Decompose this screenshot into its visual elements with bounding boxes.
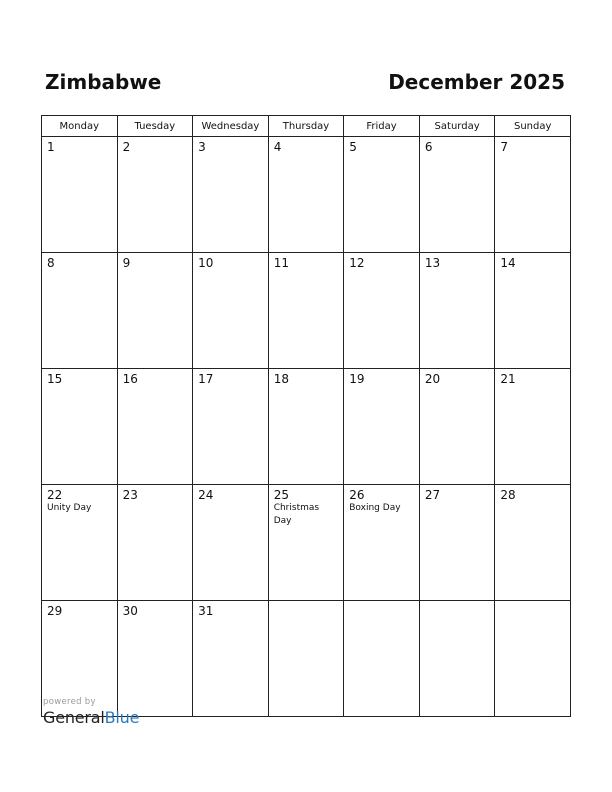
calendar-day-cell: [419, 253, 495, 369]
day-number: 16: [122, 372, 138, 386]
calendar-week-row: [42, 253, 571, 369]
calendar-day-cell: [193, 601, 269, 717]
calendar-day-cell: [344, 137, 420, 253]
calendar-day-cell: [42, 369, 118, 485]
holiday-label: Unity Day: [47, 503, 92, 513]
calendar-day-cell: [344, 485, 420, 601]
calendar-day-cell: [495, 137, 571, 253]
brand-logo: [43, 708, 139, 727]
day-number: 22: [47, 488, 63, 502]
calendar-day-cell: [42, 253, 118, 369]
calendar-day-cell: [344, 601, 420, 717]
day-number: 5: [349, 140, 357, 154]
day-number: 17: [198, 372, 214, 386]
day-number: 7: [500, 140, 509, 154]
day-number: 6: [424, 140, 433, 154]
day-number: 29: [47, 604, 63, 618]
weekday-header: Thursday: [268, 116, 344, 137]
calendar-day-cell: [193, 137, 269, 253]
calendar-day-cell: [117, 369, 193, 485]
day-number: 9: [122, 256, 131, 270]
footer-branding: [43, 697, 139, 727]
calendar-day-cell: [419, 137, 495, 253]
calendar-day-cell: [42, 485, 118, 601]
weekday-header: Friday: [344, 116, 420, 137]
calendar-day-cell: [419, 485, 495, 601]
calendar-week-row: [42, 369, 571, 485]
day-number: 11: [273, 256, 289, 270]
day-number: 18: [273, 372, 289, 386]
day-number: 30: [122, 604, 138, 618]
calendar-week-row: [42, 137, 571, 253]
calendar-day-cell: [117, 137, 193, 253]
calendar-day-cell: [268, 601, 344, 717]
day-number: 15: [47, 372, 63, 386]
weekday-header: Sunday: [495, 116, 571, 137]
day-number: 4: [273, 140, 282, 154]
calendar-day-cell: [117, 485, 193, 601]
day-number: 12: [349, 256, 365, 270]
brand-text-blue: Blue: [104, 708, 140, 727]
brand-text-general: General: [43, 708, 105, 727]
day-number: 3: [198, 140, 206, 154]
day-number: 24: [198, 488, 214, 502]
day-number: 20: [424, 372, 441, 386]
country-title: Zimbabwe: [45, 70, 162, 94]
calendar-day-cell: [344, 253, 420, 369]
calendar-day-cell: [419, 369, 495, 485]
calendar-day-cell: [193, 485, 269, 601]
calendar-day-cell: [419, 601, 495, 717]
calendar-day-cell: [495, 369, 571, 485]
weekday-header: Wednesday: [193, 116, 269, 137]
calendar-day-cell: [268, 485, 344, 601]
calendar-day-cell: [268, 137, 344, 253]
day-number: 19: [349, 372, 365, 386]
calendar-grid: [41, 115, 571, 717]
powered-by-text: powered by: [43, 697, 96, 707]
calendar-day-cell: [268, 253, 344, 369]
calendar-day-cell: [495, 601, 571, 717]
day-number: 23: [122, 488, 138, 502]
day-number: 13: [424, 256, 441, 270]
calendar-day-cell: [193, 253, 269, 369]
day-number: 28: [500, 488, 516, 502]
weekday-header: Tuesday: [117, 116, 193, 137]
holiday-label: Christmas Day: [273, 503, 320, 526]
calendar-day-cell: [193, 369, 269, 485]
day-number: 14: [500, 256, 516, 270]
day-number: 8: [47, 256, 55, 270]
holiday-label: Boxing Day: [349, 503, 401, 513]
weekday-header: Monday: [42, 116, 118, 137]
day-number: 2: [122, 140, 131, 154]
day-number: 25: [273, 488, 289, 502]
day-number: 27: [424, 488, 441, 502]
day-number: 10: [198, 256, 214, 270]
weekday-header: Saturday: [419, 116, 495, 137]
calendar-day-cell: [495, 485, 571, 601]
day-number: 21: [500, 372, 516, 386]
calendar-day-cell: [495, 253, 571, 369]
month-year-title: December 2025: [388, 70, 565, 94]
day-number: 31: [198, 604, 214, 618]
calendar-day-cell: [117, 253, 193, 369]
calendar-day-cell: [42, 137, 118, 253]
calendar-day-cell: [344, 369, 420, 485]
calendar-week-row: [42, 485, 571, 601]
weekday-header-row: [42, 116, 571, 137]
day-number: 1: [47, 140, 55, 154]
calendar-day-cell: [268, 369, 344, 485]
day-number: 26: [349, 488, 365, 502]
